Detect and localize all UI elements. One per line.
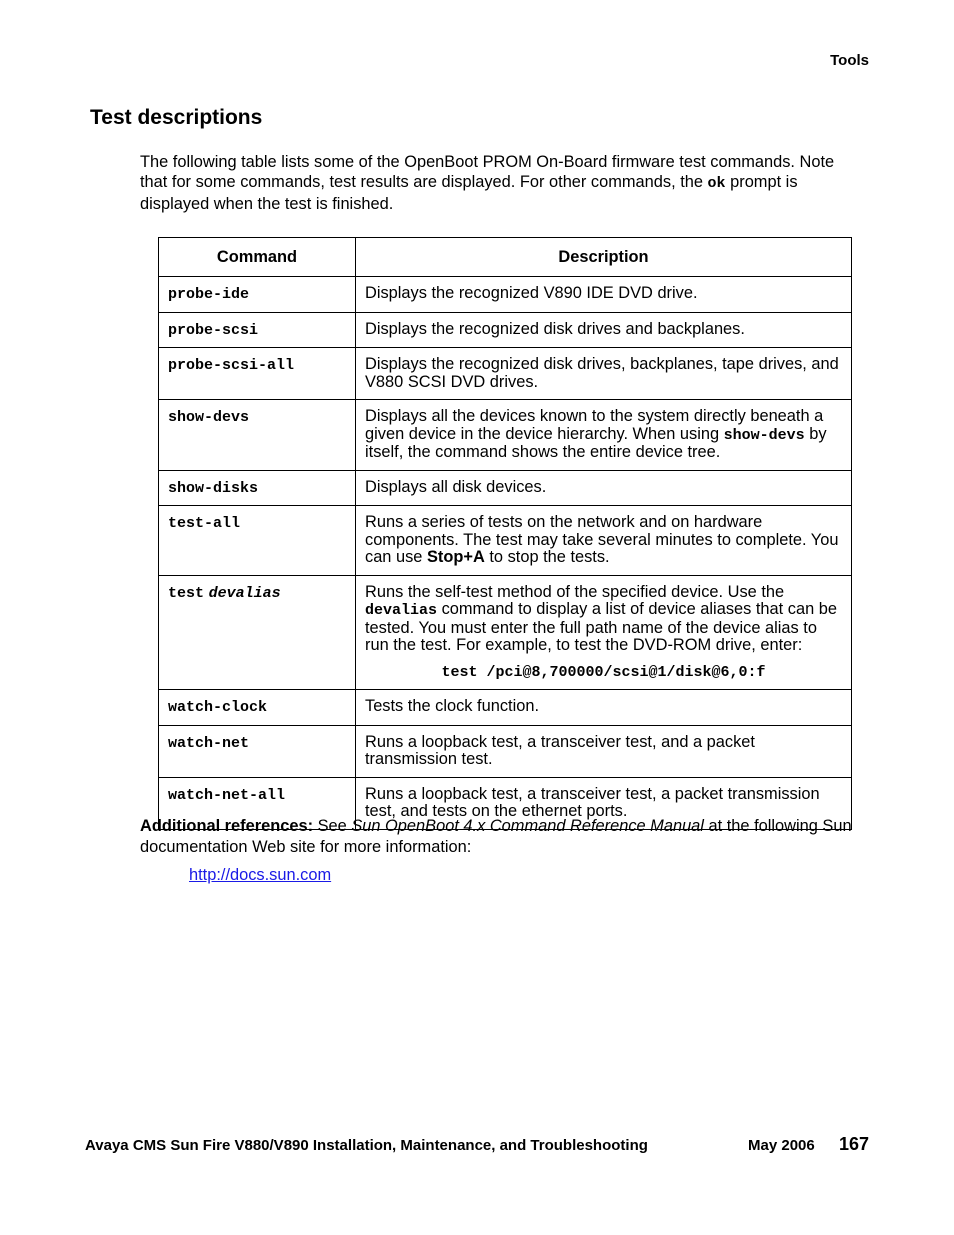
table-row bbox=[159, 690, 852, 726]
page-number: 167 bbox=[839, 1134, 870, 1154]
table-row bbox=[159, 470, 852, 506]
description-code: devalias bbox=[365, 602, 438, 619]
footer-date: May 2006 bbox=[748, 1137, 815, 1154]
references-label: Additional references: bbox=[140, 817, 314, 835]
table-row bbox=[159, 575, 852, 690]
book-title: Sun OpenBoot 4.x Command Reference Manual bbox=[351, 817, 704, 835]
docs-link[interactable]: http://docs.sun.com bbox=[189, 866, 332, 884]
command-name: show-disks bbox=[168, 479, 259, 497]
description-cell: Tests the clock function. bbox=[356, 690, 852, 726]
command-cell bbox=[159, 348, 356, 400]
table-row bbox=[159, 725, 852, 777]
description-text: to stop the tests. bbox=[484, 548, 610, 566]
description-cell bbox=[356, 506, 852, 576]
references-text-2: at the following Sun documentation Web site for more information: bbox=[140, 817, 852, 856]
description-cell: Displays the recognized V890 IDE DVD drive. bbox=[356, 277, 852, 313]
footer-title: Avaya CMS Sun Fire V880/V890 Installation, Maintenance, and Troubleshooting bbox=[85, 1137, 648, 1154]
column-header-command: Command bbox=[159, 238, 356, 277]
table-row bbox=[159, 506, 852, 576]
intro-paragraph bbox=[140, 152, 865, 214]
example-command: test /pci@8,700000/scsi@1/disk@6,0:f bbox=[441, 663, 766, 681]
command-name: watch-clock bbox=[168, 699, 268, 716]
command-cell bbox=[159, 575, 356, 690]
table-header-row bbox=[159, 238, 852, 277]
table-row bbox=[159, 400, 852, 471]
description-cell bbox=[356, 400, 852, 471]
command-cell bbox=[159, 725, 356, 777]
key-combo: Stop+A bbox=[426, 548, 485, 566]
command-name: show-devs bbox=[168, 409, 250, 426]
command-name: probe-ide bbox=[168, 286, 250, 303]
description-text: by itself, the command shows the entire device tree. bbox=[365, 424, 827, 461]
intro-text-1: The following table lists some of the OpenBoot PROM On-Board firmware test commands. Note that for some commands, test results are displayed. For other commands, the bbox=[140, 153, 835, 191]
description-cell: Displays the recognized disk drives and backplanes. bbox=[356, 312, 852, 348]
description-cell: Displays all disk devices. bbox=[356, 470, 852, 506]
description-cell: Runs a loopback test, a transceiver test, a packet transmission test, and tests on the ethernet ports. bbox=[356, 777, 852, 829]
table-row bbox=[159, 348, 852, 400]
running-header: Tools bbox=[830, 52, 869, 69]
command-name: probe-scsi-all bbox=[168, 357, 295, 374]
description-text: command to display a list of device aliases that can be tested. You must enter the full path name of the device alias to run the test. For example, to test the DVD-ROM drive, enter: bbox=[365, 600, 837, 654]
command-cell bbox=[159, 690, 356, 726]
description-text: Runs the self-test method of the specified device. Use the bbox=[365, 582, 785, 601]
description-text: Runs a series of tests on the network and on hardware components. The test may take several minutes to complete. You can use bbox=[365, 513, 839, 566]
column-header-description: Description bbox=[356, 238, 852, 277]
description-cell: Displays the recognized disk drives, backplanes, tape drives, and V880 SCSI DVD drives. bbox=[356, 348, 852, 400]
command-cell bbox=[159, 312, 356, 348]
command-name: test-all bbox=[168, 515, 241, 532]
test-commands-table bbox=[158, 237, 852, 830]
references-text-1: See bbox=[313, 817, 352, 835]
command-name: test bbox=[168, 584, 205, 602]
command-cell bbox=[159, 400, 356, 471]
intro-text-2: prompt is displayed when the test is finished. bbox=[140, 173, 798, 213]
command-name: watch-net-all bbox=[168, 786, 286, 804]
description-cell: Runs a loopback test, a transceiver test, and a packet transmission test. bbox=[356, 725, 852, 777]
intro-code: ok bbox=[707, 175, 726, 192]
section-title: Test descriptions bbox=[90, 106, 263, 129]
description-text: Displays all the devices known to the system directly beneath a given device in the device hierarchy. When using bbox=[365, 407, 824, 443]
command-cell bbox=[159, 506, 356, 576]
command-name: watch-net bbox=[168, 734, 250, 752]
description-cell bbox=[356, 575, 852, 690]
command-cell bbox=[159, 470, 356, 506]
additional-references bbox=[140, 816, 865, 858]
table-row bbox=[159, 277, 852, 313]
description-code: show-devs bbox=[723, 426, 805, 444]
command-argument: devalias bbox=[208, 584, 281, 602]
command-name: probe-scsi bbox=[168, 321, 259, 339]
command-cell bbox=[159, 277, 356, 313]
table-row bbox=[159, 312, 852, 348]
